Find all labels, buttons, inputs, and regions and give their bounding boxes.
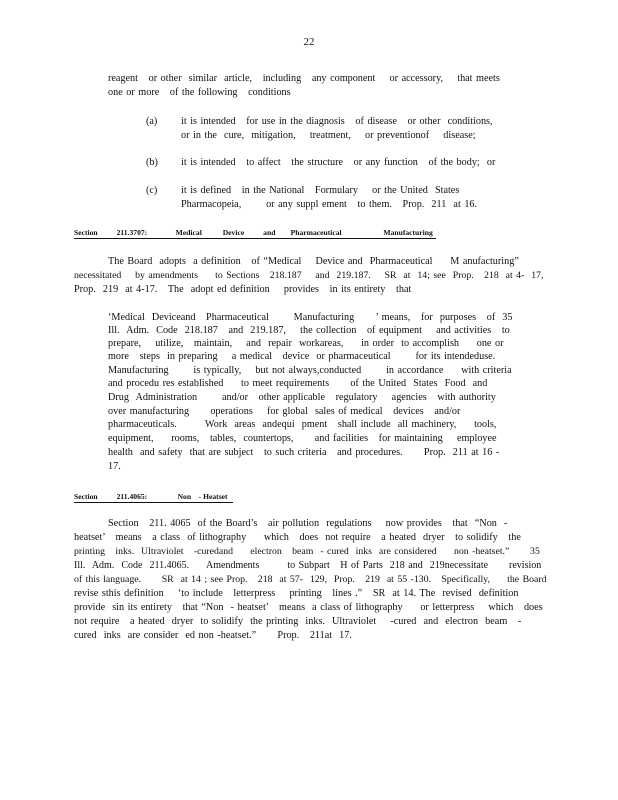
- quote-line: health and safety that are subject to such criteria and procedures. Prop. 211 at 16 -: [108, 447, 500, 458]
- section-heading-211-4065: Section 211.4065: Non - Heatset: [74, 492, 233, 503]
- quote-line: pharmaceuticals. Work areas andequi pment shall include all machinery, tools,: [108, 419, 497, 430]
- quote-line: Ill. Adm. Code 218.187 and 219.187, the collection of equipment and activities to: [108, 325, 510, 336]
- list-item-line: or in the cure, mitigation, treatment, or preventionof disease;: [181, 130, 476, 141]
- paragraph-line: Prop. 219 at 4-17. The adopt ed definition provides in its entirety that: [74, 284, 412, 295]
- paragraph-line: printing inks. Ultraviolet -curedand electron beam - cured inks are considered non -heatset.” 35: [74, 546, 540, 557]
- list-item-line: it is intended for use in the diagnosis of disease or other conditions,: [181, 116, 493, 127]
- list-item-line: it is intended to affect the structure or any function of the body; or: [181, 157, 496, 168]
- quote-line: and procedu res established to meet requirements of the United States Food and: [108, 378, 488, 389]
- paragraph-line: cured inks are consider ed non -heatset.” Prop. 211at 17.: [74, 630, 352, 641]
- paragraph-line: necessitated by amendments to Sections 218.187 and 219.187. SR at 14; see Prop. 218 at 4- 17,: [74, 270, 544, 281]
- section-heading-211-3707: Section 211.3707: Medical Device and Pharmaceutical Manufacturing: [74, 228, 436, 239]
- list-marker: (c): [146, 185, 158, 196]
- list-item-line: it is defined in the National Formulary or the United States: [181, 185, 460, 196]
- quote-line: Drug Administration and/or other applicable regulatory agencies with authority: [108, 392, 496, 403]
- intro-line: reagent or other similar article, including any component or accessory, that meets: [108, 73, 500, 84]
- paragraph-line: provide sin its entirety that “Non - heatset’ means a class of lithography or letterpress which does: [74, 602, 543, 613]
- paragraph-line: The Board adopts a definition of “Medical Device and Pharmaceutical M anufacturing”: [108, 256, 519, 267]
- quote-line: more steps in preparing a medical device or pharmaceutical for its intendeduse.: [108, 351, 496, 362]
- paragraph-line: revise sthis definition ‘to include letterpress printing lines .” SR at 14. The revised definition: [74, 588, 519, 599]
- paragraph-line: Ill. Adm. Code 211.4065. Amendments to Subpart H of Parts 218 and 219necessitate revision: [74, 560, 542, 571]
- quote-line: over manufacturing operations for global sales of medical devices and/or: [108, 406, 461, 417]
- intro-line: one or more of the following conditions: [108, 87, 291, 98]
- paragraph-line: heatset’ means a class of lithography which does not require a heated dryer to solidify the: [74, 532, 521, 543]
- quote-line: Manufacturing is typically, but not always,conducted in accordance with criteria: [108, 365, 512, 376]
- list-marker: (a): [146, 116, 158, 127]
- page-number: 22: [303, 36, 315, 48]
- quote-line: equipment, rooms, tables, countertops, and facilities for maintaining employee: [108, 433, 497, 444]
- paragraph-line: of this language. SR at 14 ; see Prop. 218 at 57- 129, Prop. 219 at 55 -130. Specifically, the Board: [74, 574, 547, 585]
- list-item-line: Pharmacopeia, or any suppl ement to them. Prop. 211 at 16.: [181, 199, 478, 210]
- paragraph-line: Section 211. 4065 of the Board’s air pollution regulations now provides that “Non -: [108, 518, 508, 529]
- paragraph-line: not require a heated dryer to solidify the printing inks. Ultraviolet -cured and electron beam -: [74, 616, 522, 627]
- list-marker: (b): [146, 157, 158, 168]
- quote-line: prepare, utilize, maintain, and repair workareas, in order to accomplish one or: [108, 338, 504, 349]
- quote-line: ‘Medical Deviceand Pharmaceutical Manufacturing ’ means, for purposes of 35: [108, 312, 513, 323]
- quote-line: 17.: [108, 461, 121, 472]
